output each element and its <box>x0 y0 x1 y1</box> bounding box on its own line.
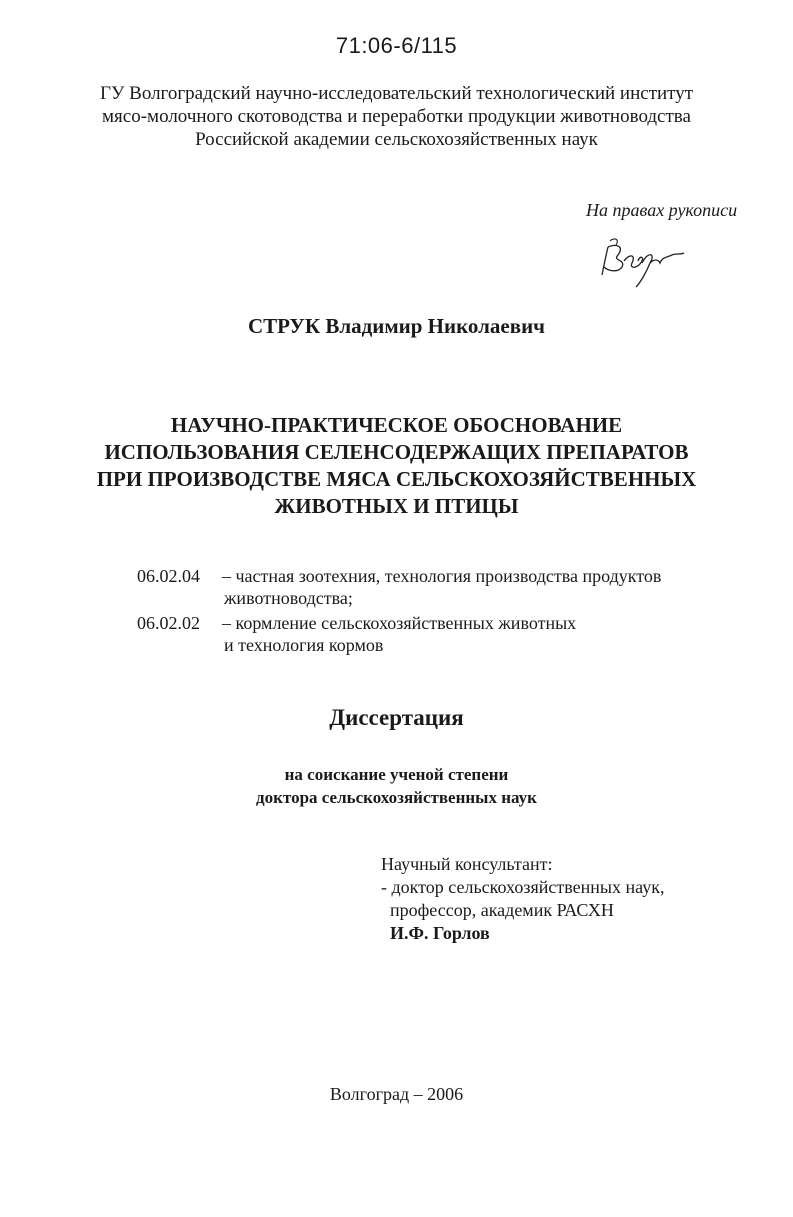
institution-line: Российской академии сельскохозяйственных наук <box>195 129 598 150</box>
consultant-title: профессор, академик РАСХН <box>390 900 614 920</box>
title-line: НАУЧНО-ПРАКТИЧЕСКОЕ ОБОСНОВАНИЕ <box>170 413 623 437</box>
specialty-description: – частная зоотехния, технология производства продуктов <box>222 566 662 586</box>
specialty-entry <box>137 612 576 656</box>
consultant-heading: Научный консультант: <box>381 854 553 874</box>
degree-line: доктора сельскохозяйственных наук <box>256 788 537 807</box>
specialty-description: – кормление сельскохозяйственных животных <box>222 613 577 633</box>
institution-block <box>0 82 793 151</box>
title-line: ПРИ ПРОИЗВОДСТВЕ МЯСА СЕЛЬСКОХОЗЯЙСТВЕННЫХ <box>96 467 697 491</box>
dissertation-title <box>0 412 793 520</box>
consultant-block <box>381 853 664 945</box>
specialty-description-continued: и технология кормов <box>224 635 384 655</box>
specialty-code: 06.02.04 <box>137 566 200 586</box>
document-type: Диссертация <box>329 705 464 730</box>
institution-line: мясо-молочного скотоводства и переработки продукции животноводства <box>102 106 691 127</box>
rights-note: На правах рукописи <box>586 200 738 220</box>
consultant-degree: - доктор сельскохозяйственных наук, <box>381 877 665 897</box>
catalog-number: 71:06-6/115 <box>335 33 458 58</box>
title-line: ЖИВОТНЫХ И ПТИЦЫ <box>274 494 519 518</box>
specialty-entry <box>137 565 661 609</box>
specialty-code: 06.02.02 <box>137 613 200 633</box>
institution-line: ГУ Волгоградский научно-исследовательский технологический институт <box>99 83 694 104</box>
specialty-description-continued: животноводства; <box>224 588 353 608</box>
consultant-name: И.Ф. Горлов <box>390 923 490 943</box>
degree-line: на соискание ученой степени <box>284 765 509 784</box>
author-name: СТРУК Владимир Николаевич <box>247 314 546 338</box>
city-year: Волгоград – 2006 <box>329 1084 464 1104</box>
handwritten-signature <box>596 233 686 289</box>
title-line: ИСПОЛЬЗОВАНИЯ СЕЛЕНСОДЕРЖАЩИХ ПРЕПАРАТОВ <box>104 440 689 464</box>
degree-block <box>0 763 793 809</box>
